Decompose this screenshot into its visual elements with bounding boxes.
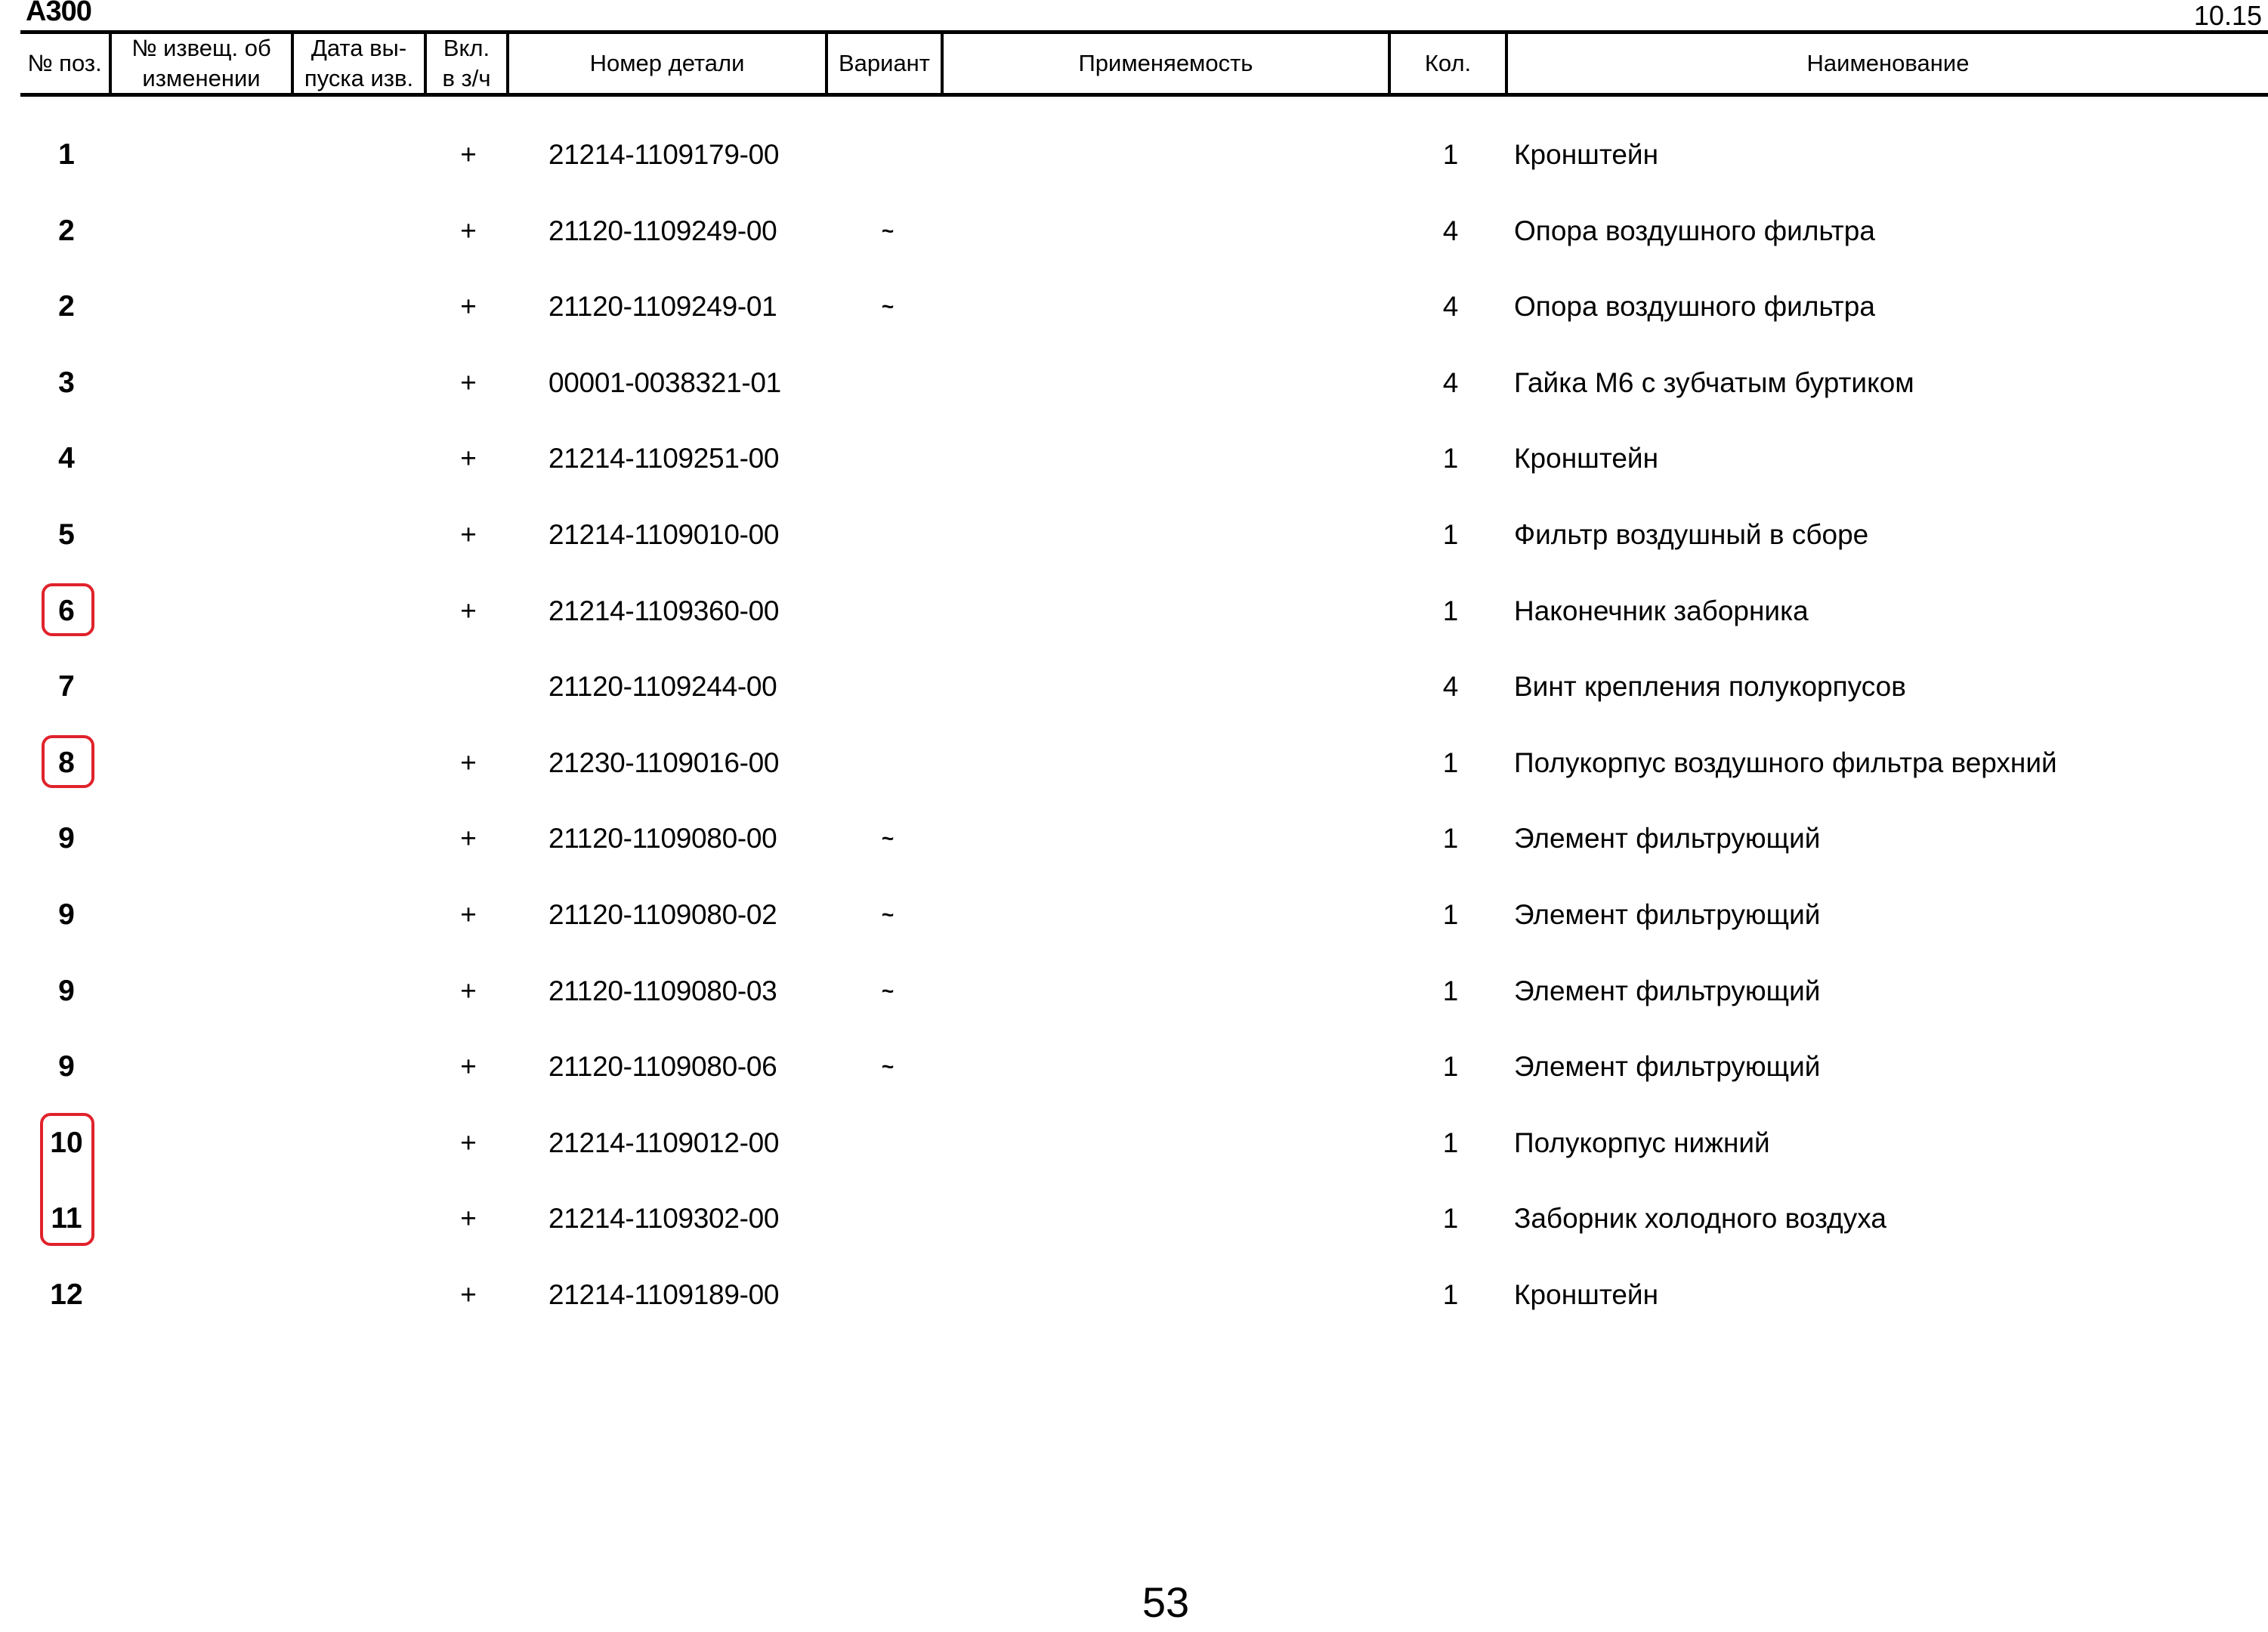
part-name: Кронштейн (1514, 1279, 1659, 1310)
table-row (0, 725, 2268, 801)
spare-part-flag: + (460, 1127, 477, 1158)
highlight-mark-pos-8 (42, 735, 94, 788)
header-applicability: Применяемость (944, 34, 1391, 93)
part-name: Элемент фильтрующий (1514, 1051, 1821, 1083)
table-row (0, 421, 2268, 496)
position-cell: 9 (58, 974, 75, 1007)
variant-mark (876, 1257, 899, 1333)
quantity: 1 (1442, 139, 1459, 170)
header-variant: Вариант (828, 34, 944, 93)
section-number: 10.15 (2193, 0, 2262, 31)
part-number: 21120-1109249-01 (548, 291, 777, 323)
position-cell: 2 (58, 290, 75, 323)
spare-part-flag: + (460, 519, 477, 550)
position-cell: 11 (51, 1202, 82, 1235)
spare-part-flag: + (460, 215, 477, 246)
spare-part-flag: + (460, 899, 477, 930)
variant-mark: ~ (881, 218, 895, 243)
table-row (0, 117, 2268, 193)
spare-part-flag: + (460, 595, 477, 626)
variant-mark (876, 497, 899, 573)
table-row (0, 345, 2268, 421)
variant-mark: ~ (881, 295, 895, 319)
table-row (0, 1181, 2268, 1256)
quantity: 4 (1442, 291, 1459, 323)
position-cell: 10 (50, 1126, 83, 1159)
part-number: 21214-1109012-00 (548, 1127, 780, 1158)
table-row (0, 497, 2268, 573)
spare-part-flag: + (460, 975, 477, 1006)
position-cell: 8 (58, 746, 75, 779)
table-row (0, 801, 2268, 876)
part-name: Заборник холодного воздуха (1514, 1203, 1886, 1235)
variant-mark (876, 1181, 899, 1256)
quantity: 4 (1442, 366, 1459, 398)
position-cell: 9 (58, 898, 75, 931)
variant-mark (876, 649, 899, 725)
table-row (0, 193, 2268, 269)
table-row (0, 1257, 2268, 1333)
header-notice: № извещ. об изменении (112, 34, 294, 93)
quantity: 1 (1442, 595, 1459, 626)
part-name: Опора воздушного фильтра (1514, 291, 1875, 323)
header-spare: Вкл. в з/ч (427, 34, 509, 93)
part-number: 21120-1109249-00 (548, 215, 777, 246)
quantity: 1 (1442, 746, 1459, 778)
spare-part-flag (453, 649, 484, 725)
part-name: Кронштейн (1514, 443, 1659, 474)
part-number: 21120-1109244-00 (548, 671, 777, 703)
variant-mark (876, 345, 899, 421)
spare-part-flag: + (460, 443, 477, 474)
position-cell: 3 (58, 366, 75, 399)
table-row (0, 649, 2268, 725)
part-number: 21214-1109302-00 (548, 1203, 780, 1235)
part-number: 21214-1109010-00 (548, 519, 780, 550)
part-number: 21214-1109360-00 (548, 595, 780, 626)
quantity: 1 (1442, 1051, 1459, 1083)
variant-mark: ~ (881, 903, 895, 926)
part-number: 00001-0038321-01 (548, 366, 781, 398)
header-date: Дата вы- пуска изв. (294, 34, 427, 93)
spare-part-flag: + (460, 291, 477, 323)
spare-part-flag: + (460, 823, 477, 855)
spare-part-flag: + (460, 746, 477, 778)
table-row (0, 573, 2268, 649)
quantity: 1 (1442, 975, 1459, 1006)
position-cell: 2 (58, 214, 75, 247)
position-cell: 4 (58, 442, 75, 475)
spare-part-flag: + (460, 1279, 477, 1310)
page-number: 53 (1142, 1578, 1190, 1626)
table-row (0, 877, 2268, 953)
variant-mark: ~ (881, 1055, 895, 1079)
part-name: Фильтр воздушный в сборе (1514, 519, 1869, 550)
quantity: 1 (1442, 443, 1459, 474)
highlight-mark-pos-10-11 (40, 1113, 94, 1246)
quantity: 1 (1442, 823, 1459, 855)
part-number: 21230-1109016-00 (548, 746, 780, 778)
table-row (0, 954, 2268, 1029)
quantity: 4 (1442, 671, 1459, 703)
table-row (0, 1105, 2268, 1181)
header-part: Номер детали (509, 34, 828, 93)
quantity: 1 (1442, 519, 1459, 550)
position-cell: 5 (58, 518, 75, 551)
part-name: Кронштейн (1514, 139, 1659, 170)
variant-mark (876, 117, 899, 193)
quantity: 1 (1442, 1279, 1459, 1310)
spare-part-flag: + (460, 1203, 477, 1235)
part-name: Опора воздушного фильтра (1514, 215, 1875, 246)
quantity: 4 (1442, 215, 1459, 246)
part-number: 21120-1109080-00 (548, 823, 777, 855)
variant-mark (876, 573, 899, 649)
variant-mark (876, 1105, 899, 1181)
variant-mark (876, 421, 899, 496)
quantity: 1 (1442, 1203, 1459, 1235)
spare-part-flag: + (460, 366, 477, 398)
position-cell: 7 (58, 670, 75, 703)
quantity: 1 (1442, 1127, 1459, 1158)
header-pos: № поз. (20, 34, 112, 93)
quantity: 1 (1442, 899, 1459, 930)
part-number: 21120-1109080-02 (548, 899, 777, 930)
part-name: Элемент фильтрующий (1514, 823, 1821, 855)
part-name: Наконечник заборника (1514, 595, 1809, 626)
position-cell: 6 (58, 594, 75, 627)
spare-part-flag: + (460, 139, 477, 170)
part-name: Элемент фильтрующий (1514, 975, 1821, 1006)
part-name: Гайка М6 с зубчатым буртиком (1514, 366, 1914, 398)
variant-mark: ~ (881, 978, 895, 1003)
part-number: 21214-1109251-00 (548, 443, 780, 474)
part-name: Полукорпус нижний (1514, 1127, 1770, 1158)
part-number: 21120-1109080-06 (548, 1051, 777, 1083)
document-title: A300 (26, 0, 91, 27)
position-cell: 1 (58, 138, 75, 171)
part-name: Полукорпус воздушного фильтра верхний (1514, 746, 2057, 778)
part-name: Элемент фильтрующий (1514, 899, 1821, 930)
header-qty: Кол. (1391, 34, 1508, 93)
variant-mark (876, 725, 899, 801)
part-number: 21214-1109189-00 (548, 1279, 780, 1310)
table-row (0, 269, 2268, 345)
position-cell: 12 (50, 1278, 83, 1311)
part-number: 21214-1109179-00 (548, 139, 780, 170)
table-header (20, 30, 2268, 97)
highlight-mark-pos-6 (42, 583, 94, 636)
part-name: Винт крепления полукорпусов (1514, 671, 1906, 703)
position-cell: 9 (58, 822, 75, 855)
variant-mark: ~ (881, 827, 895, 851)
position-cell: 9 (58, 1050, 75, 1083)
spare-part-flag: + (460, 1051, 477, 1083)
part-number: 21120-1109080-03 (548, 975, 777, 1006)
table-row (0, 1029, 2268, 1105)
header-name: Наименование (1806, 50, 1970, 76)
